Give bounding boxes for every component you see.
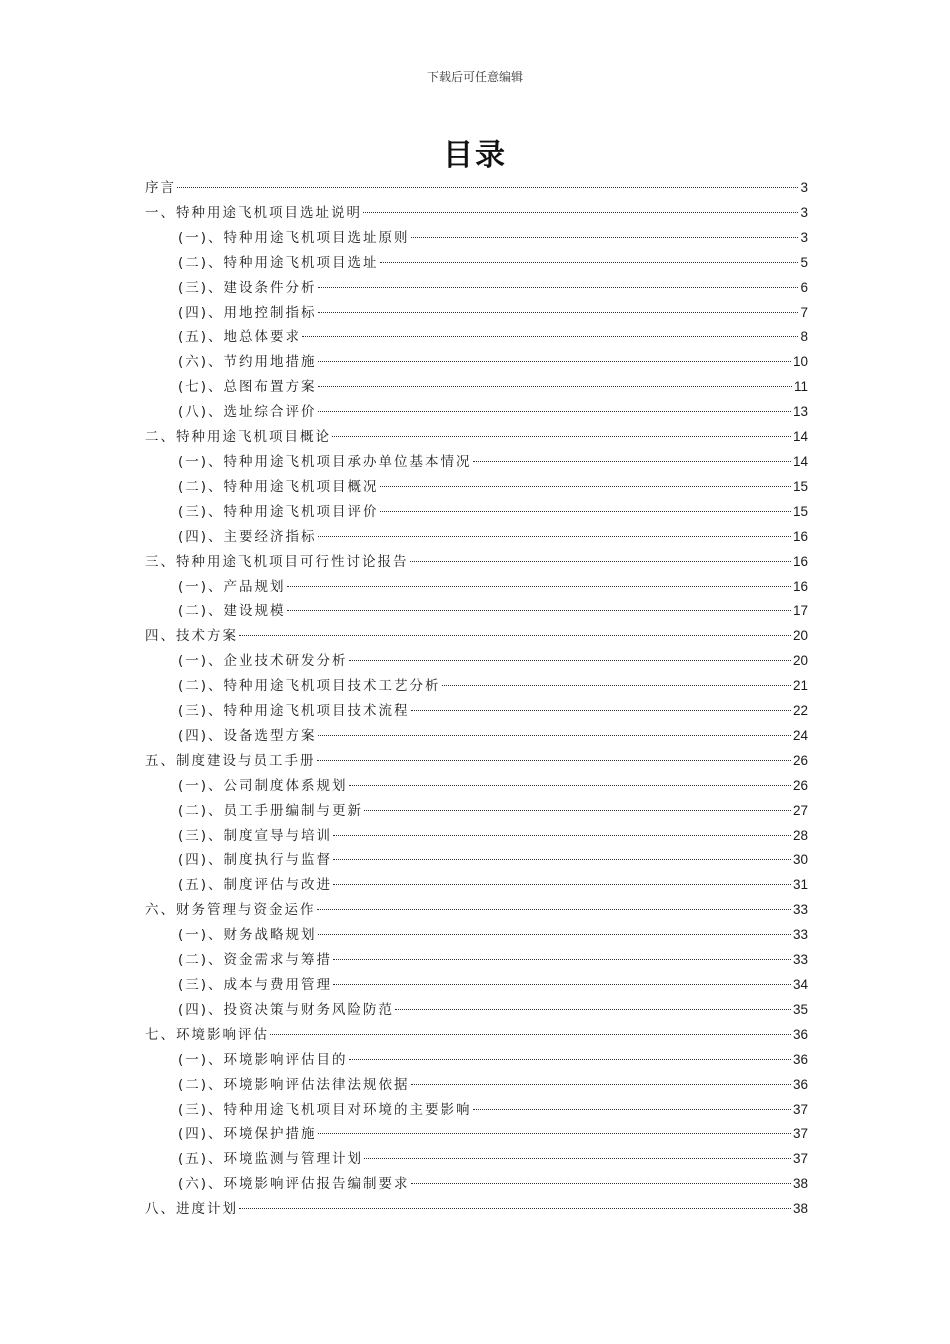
toc-entry[interactable] [145, 425, 808, 450]
toc-dot-leader [239, 1208, 791, 1209]
toc-dot-leader [333, 959, 791, 960]
toc-entry[interactable] [145, 724, 808, 749]
toc-dot-leader [318, 411, 791, 412]
toc-dot-leader [473, 461, 791, 462]
toc-entry[interactable] [145, 475, 808, 500]
toc-entry-page-number: 15 [792, 478, 808, 494]
toc-entry-label: (二)、环境影响评估法律法规依据 [178, 1076, 410, 1093]
toc-entry-label: (六)、节约用地措施 [178, 354, 317, 371]
toc-entry-page-number: 33 [792, 902, 808, 918]
toc-dot-leader [318, 934, 791, 935]
toc-entry-label: (一)、环境影响评估目的 [178, 1051, 348, 1068]
toc-entry-label: (六)、环境影响评估报告编制要求 [178, 1176, 410, 1193]
toc-dot-leader [317, 760, 791, 761]
toc-entry[interactable] [145, 525, 808, 550]
toc-entry-label: 序言 [145, 180, 176, 196]
toc-entry[interactable] [145, 226, 808, 251]
toc-entry-label: (五)、地总体要求 [178, 329, 302, 346]
toc-entry[interactable] [145, 450, 808, 475]
toc-dot-leader [318, 312, 799, 313]
toc-entry[interactable] [145, 599, 808, 624]
toc-entry[interactable] [145, 873, 808, 898]
toc-entry-page-number: 6 [800, 279, 808, 295]
toc-entry-label: (四)、设备选型方案 [178, 727, 317, 744]
toc-entry-page-number: 36 [792, 1076, 808, 1092]
toc-entry[interactable] [145, 1048, 808, 1073]
toc-dot-leader [287, 586, 791, 587]
toc-dot-leader [318, 536, 791, 537]
toc-entry-label: (三)、特种用途飞机项目评价 [178, 503, 379, 520]
page-header: 下载后可任意编辑 [426, 70, 523, 84]
toc-entry-page-number: 3 [800, 204, 808, 220]
toc-entry[interactable] [145, 749, 808, 774]
toc-dot-leader [380, 262, 799, 263]
toc-entry[interactable] [145, 500, 808, 525]
toc-dot-leader [270, 1034, 791, 1035]
toc-entry-label: (二)、特种用途飞机项目概况 [178, 478, 379, 495]
toc-entry-label: (一)、财务战略规划 [178, 927, 317, 944]
toc-entry[interactable] [145, 923, 808, 948]
toc-entry-page-number: 14 [792, 429, 808, 445]
toc-dot-leader [411, 1183, 791, 1184]
toc-entry[interactable] [145, 575, 808, 600]
toc-dot-leader [411, 710, 791, 711]
toc-entry-page-number: 20 [792, 653, 808, 669]
toc-entry-page-number: 21 [792, 678, 808, 694]
toc-dot-leader [239, 635, 791, 636]
toc-entry-label: (四)、制度执行与监督 [178, 852, 333, 869]
toc-entry-page-number: 8 [800, 329, 808, 345]
toc-entry-page-number: 24 [792, 727, 808, 743]
toc-entry-page-number: 15 [792, 503, 808, 519]
toc-entry-page-number: 17 [792, 603, 808, 619]
toc-entry-page-number: 10 [792, 354, 808, 370]
toc-entry[interactable] [145, 649, 808, 674]
toc-entry-label: (二)、资金需求与筹措 [178, 952, 333, 969]
toc-dot-leader [410, 561, 791, 562]
toc-dot-leader [473, 1109, 791, 1110]
toc-entry[interactable] [145, 799, 808, 824]
toc-entry-label: (三)、成本与费用管理 [178, 977, 333, 993]
toc-entry-page-number: 16 [792, 528, 808, 544]
toc-entry-page-number: 14 [792, 453, 808, 469]
toc-entry[interactable] [145, 375, 808, 400]
toc-entry[interactable] [145, 774, 808, 799]
toc-entry-label: (七)、总图布置方案 [178, 379, 317, 396]
toc-dot-leader [318, 386, 792, 387]
toc-entry[interactable] [145, 973, 808, 998]
toc-dot-leader [395, 1009, 791, 1010]
toc-entry-label: (四)、主要经济指标 [178, 528, 317, 545]
toc-entry-page-number: 3 [800, 229, 808, 245]
toc-entry[interactable] [145, 301, 808, 326]
toc-entry-label: (二)、特种用途飞机项目选址 [178, 254, 379, 271]
toc-entry-label: 六、财务管理与资金运作 [145, 902, 316, 919]
toc-entry-page-number: 3 [800, 180, 808, 195]
toc-entry-label: (二)、员工手册编制与更新 [178, 802, 364, 819]
toc-entry-label: (二)、建设规模 [178, 603, 286, 620]
toc-entry-label: (三)、特种用途飞机项目技术流程 [178, 703, 410, 720]
toc-entry-label: (四)、投资决策与财务风险防范 [178, 1001, 395, 1018]
toc-dot-leader [318, 361, 791, 362]
toc-entry-page-number: 26 [792, 752, 808, 768]
toc-entry-page-number: 27 [792, 802, 808, 818]
toc-entry-page-number: 20 [792, 628, 808, 644]
toc-entry-page-number: 34 [792, 977, 808, 992]
toc-entry[interactable] [145, 350, 808, 375]
toc-entry-label: (四)、环境保护措施 [178, 1126, 317, 1143]
toc-entry[interactable] [145, 550, 808, 575]
toc-entry[interactable] [145, 699, 808, 724]
toc-entry-label: 七、环境影响评估 [145, 1026, 269, 1043]
toc-entry[interactable] [145, 1098, 808, 1123]
toc-entry[interactable] [145, 1197, 808, 1222]
toc-dot-leader [333, 835, 791, 836]
toc-dot-leader [411, 237, 799, 238]
toc-dot-leader [317, 909, 791, 910]
toc-entry-page-number: 7 [800, 304, 808, 320]
toc-dot-leader [363, 212, 798, 213]
toc-dot-leader [287, 610, 791, 611]
table-of-contents [145, 176, 808, 1222]
toc-entry[interactable] [145, 624, 808, 649]
toc-entry-page-number: 28 [792, 827, 808, 843]
toc-dot-leader [318, 735, 791, 736]
toc-dot-leader [349, 1059, 791, 1060]
toc-entry-page-number: 37 [792, 1126, 808, 1142]
toc-entry-label: 五、制度建设与员工手册 [145, 752, 316, 769]
toc-entry-page-number: 38 [792, 1176, 808, 1192]
toc-entry-page-number: 13 [792, 404, 808, 420]
toc-entry[interactable] [145, 400, 808, 425]
toc-entry-label: (五)、制度评估与改进 [178, 877, 333, 894]
toc-entry[interactable] [145, 1172, 808, 1197]
toc-entry-label: 三、特种用途飞机项目可行性讨论报告 [145, 553, 409, 570]
toc-entry-label: (一)、特种用途飞机项目选址原则 [178, 229, 410, 246]
toc-entry-label: (一)、特种用途飞机项目承办单位基本情况 [178, 453, 472, 470]
toc-entry-label: (三)、建设条件分析 [178, 279, 317, 296]
toc-entry-label: (二)、特种用途飞机项目技术工艺分析 [178, 678, 441, 695]
toc-entry[interactable] [145, 1023, 808, 1048]
toc-dot-leader [177, 187, 798, 188]
toc-entry-label: (一)、企业技术研发分析 [178, 653, 348, 670]
toc-entry-page-number: 37 [792, 1101, 808, 1117]
toc-entry[interactable] [145, 848, 808, 873]
toc-dot-leader [318, 287, 799, 288]
toc-entry-page-number: 26 [792, 777, 808, 793]
toc-entry[interactable] [145, 325, 808, 350]
toc-entry-page-number: 5 [800, 254, 808, 270]
toc-dot-leader [349, 785, 791, 786]
toc-entry-page-number: 16 [792, 578, 808, 594]
toc-entry[interactable] [145, 998, 808, 1023]
toc-entry-page-number: 38 [792, 1201, 808, 1217]
toc-entry-page-number: 30 [792, 852, 808, 868]
toc-entry-label: (四)、用地控制指标 [178, 304, 317, 321]
toc-entry-label: (三)、制度宣导与培训 [178, 827, 333, 844]
toc-entry-page-number: 11 [793, 379, 808, 395]
toc-entry-page-number: 22 [792, 703, 808, 719]
toc-entry[interactable] [145, 201, 808, 226]
toc-entry-label: 二、特种用途飞机项目概论 [145, 429, 331, 446]
toc-dot-leader [380, 511, 791, 512]
toc-entry-page-number: 33 [792, 927, 808, 943]
toc-dot-leader [380, 486, 791, 487]
toc-dot-leader [364, 810, 791, 811]
toc-dot-leader [349, 660, 791, 661]
toc-entry[interactable] [145, 276, 808, 301]
toc-entry[interactable] [145, 1147, 808, 1172]
page-title: 目录 [443, 138, 507, 173]
toc-entry[interactable] [145, 251, 808, 276]
toc-entry-label: 八、进度计划 [145, 1201, 238, 1218]
toc-dot-leader [442, 685, 791, 686]
toc-entry[interactable] [145, 948, 808, 973]
toc-entry-label: (三)、特种用途飞机项目对环境的主要影响 [178, 1101, 472, 1118]
toc-dot-leader [411, 1084, 791, 1085]
toc-entry-page-number: 35 [792, 1001, 808, 1017]
toc-entry[interactable] [145, 176, 808, 201]
toc-dot-leader [318, 1133, 791, 1134]
toc-entry-label: 一、特种用途飞机项目选址说明 [145, 204, 362, 221]
toc-dot-leader [332, 436, 791, 437]
toc-entry-page-number: 37 [792, 1151, 808, 1167]
toc-entry-label: (八)、选址综合评价 [178, 404, 317, 421]
toc-entry[interactable] [145, 1122, 808, 1147]
toc-dot-leader [302, 336, 798, 337]
toc-entry-label: (一)、产品规划 [178, 578, 286, 595]
toc-entry[interactable] [145, 674, 808, 699]
toc-entry-label: (五)、环境监测与管理计划 [178, 1151, 364, 1168]
toc-dot-leader [364, 1158, 791, 1159]
toc-dot-leader [333, 984, 791, 985]
toc-entry[interactable] [145, 898, 808, 923]
toc-entry[interactable] [145, 824, 808, 849]
toc-entry-page-number: 36 [792, 1051, 808, 1067]
toc-entry-page-number: 36 [792, 1026, 808, 1042]
toc-entry-page-number: 16 [792, 553, 808, 569]
toc-entry-page-number: 33 [792, 952, 808, 968]
toc-entry-label: 四、技术方案 [145, 628, 238, 645]
toc-entry-page-number: 31 [792, 877, 808, 893]
toc-dot-leader [333, 859, 791, 860]
toc-dot-leader [333, 884, 791, 885]
toc-entry-label: (一)、公司制度体系规划 [178, 777, 348, 794]
toc-entry[interactable] [145, 1073, 808, 1098]
